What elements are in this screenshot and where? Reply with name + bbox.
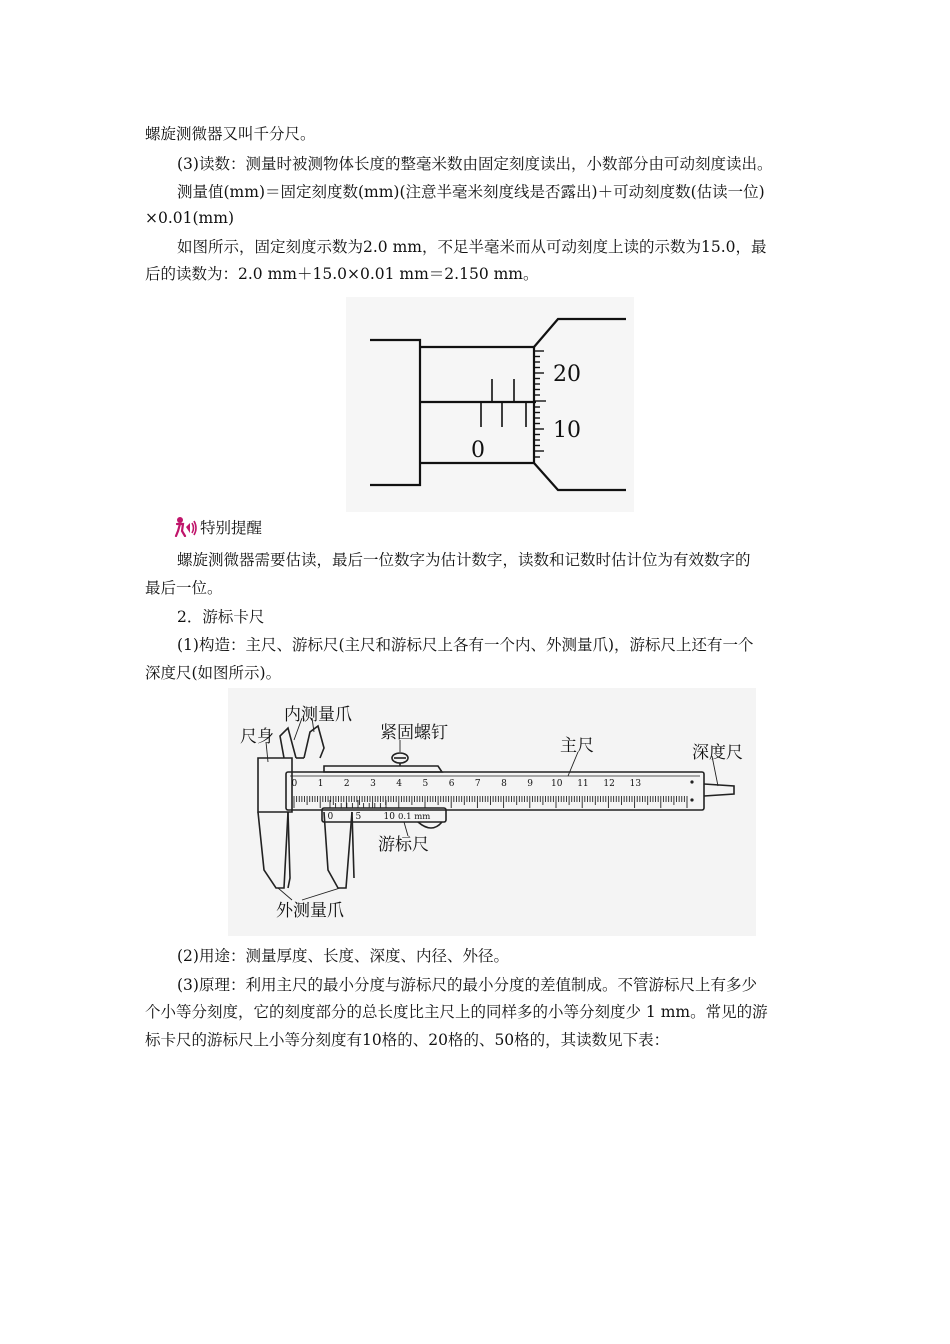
paragraph-line: 最后一位。 — [145, 579, 223, 597]
label-inner-jaw: 内测量爪 — [284, 705, 352, 725]
main-scale-number: 3 — [370, 779, 376, 789]
label-outer-jaw: 外测量爪 — [276, 901, 344, 921]
thimble-label-10: 10 — [553, 418, 581, 443]
paragraph-line: (1)构造：主尺、游标尺(主尺和游标尺上各有一个内、外测量爪)，游标尺上还有一个 — [177, 636, 754, 654]
tip-title: 特别提醒 — [200, 519, 263, 537]
main-scale-number: 10 — [551, 779, 563, 789]
thimble-label-20: 20 — [553, 362, 581, 387]
vernier-unit-label: 0.1 mm — [398, 812, 431, 822]
label-screw: 紧固螺钉 — [380, 723, 448, 743]
label-depth-rod: 深度尺 — [692, 743, 743, 763]
paragraph-line: (3)读数：测量时被测物体长度的整毫米数由固定刻度读出，小数部分由可动刻度读出。 — [177, 155, 773, 173]
paragraph-line: 标卡尺的游标尺上小等分刻度有10格的、20格的、50格的，其读数见下表： — [145, 1031, 670, 1049]
vernier-scale-number: 5 — [355, 812, 362, 822]
main-scale-number: 1 — [317, 779, 324, 789]
main-scale-number: 6 — [448, 779, 455, 789]
paragraph-line: 测量值(mm)＝固定刻度数(mm)(注意半毫米刻度线是否露出)＋可动刻度数(估读一位) — [177, 183, 765, 201]
main-scale-number: 8 — [501, 779, 507, 789]
sleeve-label-0: 0 — [471, 438, 485, 463]
main-scale-number: 9 — [527, 779, 534, 789]
section-heading: 2．游标卡尺 — [177, 608, 265, 626]
vernier-caliper-figure — [228, 688, 756, 936]
paragraph-line: 螺旋测微器又叫千分尺。 — [145, 125, 316, 143]
main-scale-number: 4 — [396, 779, 403, 789]
main-scale-number: 13 — [629, 779, 642, 789]
paragraph-line: 深度尺(如图所示)。 — [145, 664, 282, 682]
paragraph-line: (2)用途：测量厚度、长度、深度、内径、外径。 — [177, 947, 509, 965]
main-scale-number: 12 — [603, 779, 615, 789]
main-scale-number: 0 — [291, 779, 298, 789]
micrometer-figure — [340, 295, 640, 515]
vernier-scale-number: 10 — [383, 812, 395, 822]
paragraph-line: (3)原理：利用主尺的最小分度与游标尺的最小分度的差值制成。不管游标尺上有多少 — [177, 976, 757, 994]
paragraph-line: 个小等分刻度，它的刻度部分的总长度比主尺上的同样多的小等分刻度少 1 mm。常见的游 — [145, 1003, 768, 1021]
label-body: 尺身 — [240, 727, 274, 747]
vernier-scale-number: 0 — [327, 812, 334, 822]
main-scale-number: 11 — [577, 779, 589, 789]
paragraph-line: 后的读数为：2.0 mm＋15.0×0.01 mm＝2.150 mm。 — [145, 265, 539, 283]
paragraph-line: 螺旋测微器需要估读，最后一位数字为估计数字，读数和记数时估计位为有效数字的 — [177, 551, 751, 569]
main-scale-number: 5 — [422, 779, 429, 789]
main-scale-number: 7 — [474, 779, 481, 789]
main-scale-number: 2 — [343, 779, 350, 789]
label-main-scale: 主尺 — [560, 736, 594, 756]
label-vernier: 游标尺 — [378, 835, 429, 855]
reminder-icon — [174, 515, 200, 537]
paragraph-line: 如图所示，固定刻度示数为2.0 mm，不足半毫米而从可动刻度上读的示数为15.0，最 — [177, 238, 767, 256]
paragraph-line: ×0.01(mm) — [145, 209, 234, 227]
